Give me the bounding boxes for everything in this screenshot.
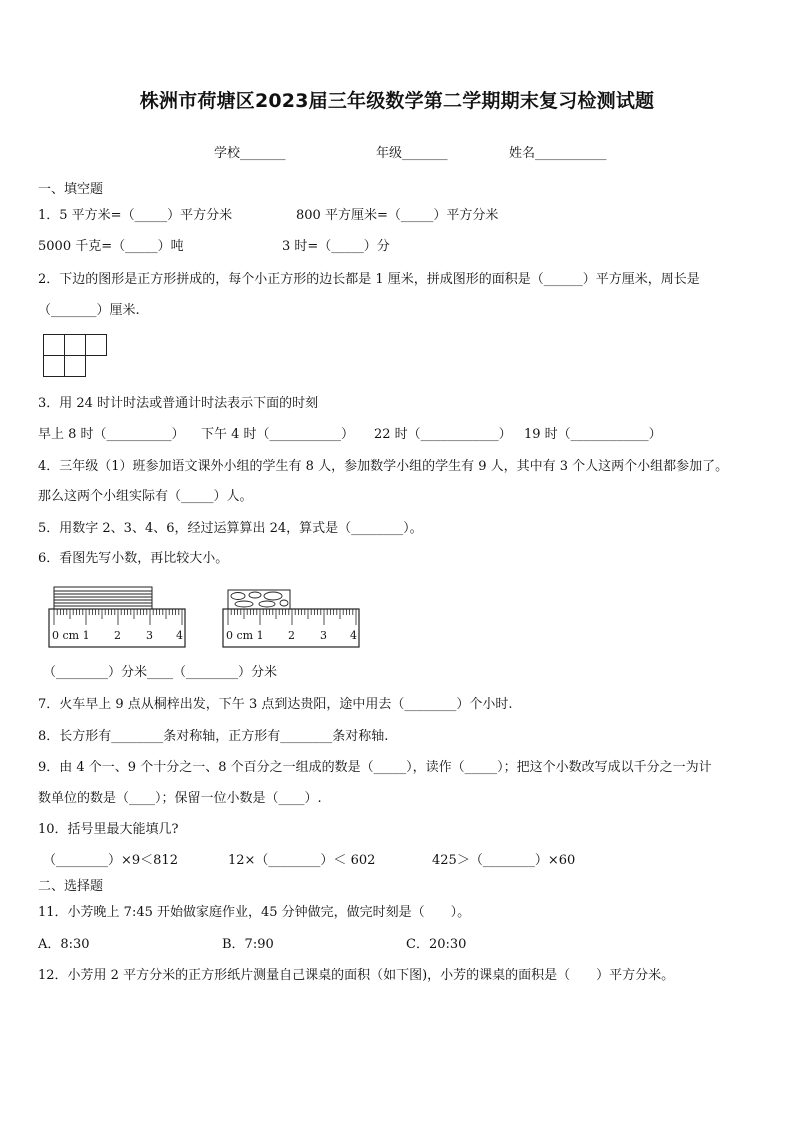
name-field: 姓名___________	[509, 146, 607, 161]
question-2-line1: 2．下边的图形是正方形拼成的，每个小正方形的边长都是 1 厘米，拼成图形的面积是（______）平方厘米，周长是	[38, 272, 700, 287]
question-1c: 5000 千克=（_____）吨	[38, 239, 184, 254]
question-1a: 1．5 平方米=（_____）平方分米	[38, 208, 233, 223]
ruler-label-0cm1: 0 cm 1	[52, 629, 90, 642]
question-4-line2: 那么这两个小组实际有（_____）人。	[38, 489, 253, 504]
question-10-stem: 10．括号里最大能填几?	[38, 822, 179, 837]
page-title: 株洲市荷塘区2023届三年级数学第二学期期末复习检测试题	[139, 90, 655, 112]
question-1b: 800 平方厘米=（_____）平方分米	[296, 208, 499, 223]
section-heading-choice: 二、选择题	[38, 879, 104, 894]
ruler-label-0cm1: 0 cm 1	[226, 629, 264, 642]
ruler-label-2: 2	[288, 629, 295, 642]
ruler-label-4: 4	[176, 629, 183, 642]
question-11-option-a: A．8:30	[38, 937, 90, 952]
question-5: 5．用数字 2、3、4、6，经过运算算出 24，算式是（________）。	[38, 521, 423, 536]
question-3b: 下午 4 时（___________）	[201, 427, 355, 442]
question-10b: 12×（________）＜ 602	[228, 853, 376, 868]
question-11-stem: 11．小芳晚上 7:45 开始做家庭作业，45 分钟做完，做完时刻是（ ）。	[38, 905, 471, 920]
question-10a: （________）×9＜812	[43, 853, 178, 868]
ruler-label-2: 2	[114, 629, 121, 642]
question-10c: 425＞（________）×60	[432, 853, 576, 868]
ruler-figure-right	[222, 585, 362, 649]
question-11-option-b: B．7:90	[222, 937, 274, 952]
ruler-label-3: 3	[320, 629, 327, 642]
question-2-line2: （_______）厘米.	[38, 303, 140, 318]
question-3a: 早上 8 时（__________）	[38, 427, 185, 442]
question-7: 7．火车早上 9 点从桐梓出发，下午 3 点到达贵阳，途中用去（________）个小时.	[38, 697, 513, 712]
ruler-label-4: 4	[350, 629, 357, 642]
question-4-line1: 4．三年级（1）班参加语文课外小组的学生有 8 人，参加数学小组的学生有 9 人，其中有 3 个人这两个小组都参加了。	[38, 459, 729, 474]
ruler-label-3: 3	[146, 629, 153, 642]
question-3-stem: 3．用 24 时计时法或普通计时法表示下面的时刻	[38, 396, 319, 411]
question-3d: 19 时（____________）	[524, 427, 662, 442]
school-field: 学校_______	[214, 146, 286, 161]
question-11-option-c: C．20:30	[406, 937, 467, 952]
question-9-line1: 9．由 4 个一、9 个十分之一、8 个百分之一组成的数是（_____），读作（_____）；把这个小数改写成以千分之一为计	[38, 760, 712, 775]
question-6-answer: （________）分米____（________）分米	[43, 665, 278, 680]
question-12: 12．小芳用 2 平方分米的正方形纸片测量自己课桌的面积（如下图)，小芳的课桌的面积是（ ）平方分米。	[38, 968, 675, 983]
question-1d: 3 时=（_____）分	[282, 239, 390, 254]
section-heading-fill-in: 一、填空题	[38, 182, 104, 197]
squares-figure	[43, 334, 109, 378]
question-8: 8．长方形有________条对称轴，正方形有________条对称轴.	[38, 729, 389, 744]
question-6-stem: 6．看图先写小数，再比较大小。	[38, 551, 229, 566]
question-3c: 22 时（____________）	[374, 427, 512, 442]
question-9-line2: 数单位的数是（____）；保留一位小数是（____）.	[38, 791, 322, 806]
grade-field: 年级_______	[376, 146, 448, 161]
ruler-figure-left	[48, 585, 188, 649]
